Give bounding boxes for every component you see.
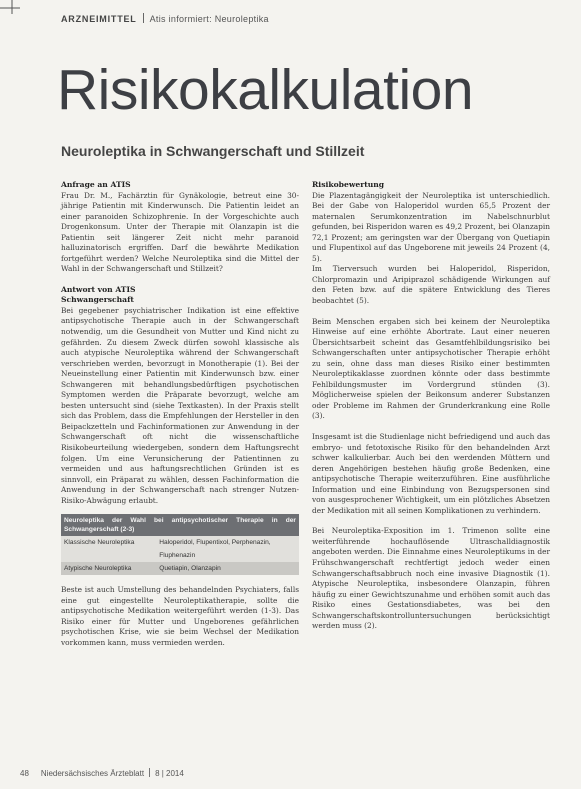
insgesamt-paragraph: Insgesamt ist die Studienlage nicht befriedigend und auch das embryo- und fetotoxische Risiko für den behandelnden Arzt schwer kalkulierbar. Auch bei den werdenden Müttern und deren Angehörigen bestehen häufig große Bedenken, eine antipsychotische Therapie weiterzuführen. Eine ausführliche Information und eine Einbindung von Bezugspersonen sind von ausgesprochener Wichtigkeit, um ein plötzliches Absetzen der Medikation mit all seinen Komplikationen zu verhindern. (312, 431, 550, 515)
journal-issue: 8 | 2014 (155, 769, 184, 778)
tierversuch-paragraph: Im Tierversuch wurden bei Haloperidol, Risperidon, Chlorpromazin und Aripiprazol schädigende Wirkungen auf den Feten bzw. auf die spätere Entwicklung des Tieres beobachtet (5). (312, 264, 550, 305)
after-table-paragraph: Beste ist auch Umstellung des behandelnden Psychiaters, falls eine gut eingestellte Neuroleptikatherapie, sollte die antipsychotische Medikation weitergeführt werden (1-3). Das Risiko einer für Mutter und Ungeborenes gefährlichen psychotischen Krise, wie sie beim Wechsel der Medikation vorkommen kann, muss vermieden werden. (61, 585, 299, 647)
table-cell-label: Atypische Neuroleptika (61, 562, 156, 575)
header-divider (143, 13, 144, 23)
article-subtitle: Neuroleptika in Schwangerschaft und Stillzeit (61, 143, 365, 159)
table-cell-label (61, 549, 156, 562)
anfrage-heading: Anfrage an ATIS (61, 180, 131, 189)
section-header (61, 13, 269, 24)
antwort-heading: Antwort von ATIS (61, 284, 136, 294)
journal-name: Niedersächsisches Ärzteblatt (40, 769, 145, 778)
table-cell-value: Quetiapin, Olanzapin (156, 562, 299, 575)
topic-label: Atis informiert: Neuroleptika (149, 14, 269, 24)
table-row (61, 549, 299, 562)
section-label: ARZNEIMITTEL (61, 14, 137, 24)
left-column (61, 180, 299, 659)
antwort-paragraph: Bei gegebener psychiatrischer Indikation ist eine effektive antipsychotische Therapie auch in der Schwangerschaft notwendig, um die Gesundheit von Mutter und Kind nicht zu gefährden. Zu diesem Zweck dürfen sowohl klassische als auch atypische Neuroleptika während der Schwangerschaft verschrieben werden, bevorzugt in Monotherapie (1). Bei der Neueinstellung einer Patientin mit Kinderwunsch bzw. einer Schwangeren mit behandlungsbedürftigen psychotischen Symptomen werden die Präparate bevorzugt, welche am besten untersucht sind (siehe Textkasten). In der Praxis stellt sich das Problem, dass die Empfehlungen der Hersteller in den Beipackzetteln und Fachinformationen zur Anwendung in der Schwangerschaft oft nicht die wissenschaftliche Risikobeurteilung wiedergeben, sondern dem Haftungsrecht folgen. Um eine Verunsicherung der Patientinnen zu vermeiden und aus haftungsrechtlichen Gründen ist es sinnvoll, ein Präparat zu wählen, dessen Fachinformation die Anwendung in der Schwangerschaft nach strenger Nutzen-Risiko-Abwägung erlaubt. (61, 305, 299, 505)
table-cell-label: Klassische Neuroleptika (61, 536, 156, 549)
page-number: 48 (20, 769, 29, 778)
right-column (312, 180, 550, 642)
table-cell-value: Haloperidol, Flupentixol, Perphenazin, (156, 536, 299, 549)
table-cell-value: Fluphenazin (156, 549, 299, 562)
exposition-paragraph: Bei Neuroleptika-Exposition im 1. Trimenon sollte eine weiterführende hochauflösende Ultraschalldiagnostik angeboten werden. Die Einnahme eines Neuroleptikums in der Frühschwangerschaft rechtfertigt jedoch weder einen Schwangerschaftsabbruch noch eine invasive Diagnostik (1). Atypische Neuroleptika, insbesondere Olanzapin, führen häufig zu einer Gewichtszunahme und erhöhen somit auch das Risiko eines Gestationsdiabetes, was bei den Schwangerschaftskontrolluntersuchungen berücksichtigt werden muss (2). (312, 526, 550, 631)
risiko-heading: Risikobewertung (312, 180, 385, 189)
neuroleptika-table (61, 514, 299, 575)
page-footer (20, 768, 184, 778)
article-title: Risikokalkulation (57, 58, 474, 122)
risiko-paragraph: Die Plazentagängigkeit der Neuroleptika ist unterschiedlich. Bei der Gabe von Haloperidol wurden 65,5 Prozent der maternalen Serumkonzentration im Nabelschnurblut gefunden, bei Risperidon waren es 49,2 Prozent, bei Olanzapin 72,1 Prozent; am geringsten war der Übergang von Quetiapin und Flupentixol auf das Ungeborene mit jeweils 24 Prozent (4, 5). (312, 190, 550, 263)
crop-mark-icon (0, 0, 24, 16)
antwort-subheading: Schwangerschaft (61, 295, 134, 305)
table-row (61, 536, 299, 549)
table-heading: Neuroleptika der Wahl bei antipsychotischer Therapie in der Schwangerschaft (2-3) (61, 514, 299, 536)
anfrage-paragraph: Frau Dr. M., Fachärztin für Gynäkologie, betreut eine 30-jährige Patientin mit Kinderwunsch. Die Patientin leidet an einer paranoiden Schizophrenie. In der Vorgeschichte auch Drogenkonsum. Unter der Therapie mit Olanzapin ist die Patientin seit längerer Zeit nicht mehr paranoid halluzinatorisch ergriffen. Darf die bewährte Medikation fortgeführt werden? Welche Neuroleptika sind die Mittel der Wahl in der Schwangerschaft und Stillzeit? (61, 190, 299, 274)
footer-divider (149, 768, 150, 777)
table-row (61, 562, 299, 575)
menschen-paragraph: Beim Menschen ergaben sich bei keinem der Neuroleptika Hinweise auf eine erhöhte Abortrate. Laut einer neueren Übersichtsarbeit scheint das Gesamtfehlbildungsrisiko bei Schwangerschaften unter antipsychotischer Therapie erhöht zu sein, ohne dass man dieses Risiko einer bestimmten Neuroleptikaklasse zuordnen könnte oder dass bestimmte Fehlbildungsmuster im Vordergrund stünden (3). Möglicherweise spielen der Beikonsum anderer Substanzen oder Probleme im Rahmen der Grunderkrankung eine Rolle (3). (312, 316, 550, 421)
